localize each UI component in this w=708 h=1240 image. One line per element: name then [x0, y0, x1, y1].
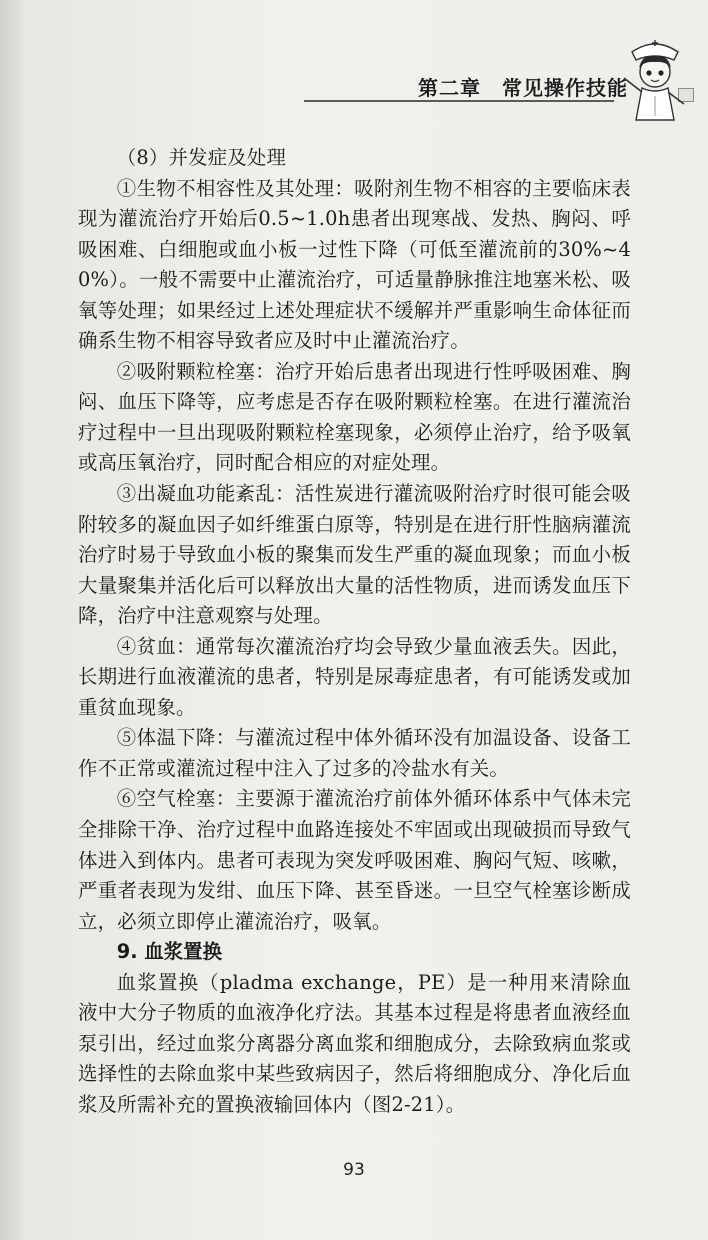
page-number: 93: [343, 1160, 365, 1180]
nurse-mascot-illustration: [612, 34, 698, 124]
paragraph-plasma-exchange: 血浆置换（pladma exchange，PE）是一种用来清除血液中大分子物质的血液净化疗法。其基本过程是将患者血液经血泵引出，经过血浆分离器分离血浆和细胞成分，去除致病血浆或选择性的去除血浆中某些致病因子，然后将细胞成分、净化后血浆及所需补充的置换液输回体内（图2-21）。: [78, 970, 631, 1116]
paragraph-temperature-drop: ⑤体温下降：与灌流过程中体外循环没有加温设备、设备工作不正常或灌流过程中注入了过多的冷盐水有关。: [78, 726, 631, 780]
subsection-heading: （8）并发症及处理: [116, 146, 287, 169]
chapter-title: 第二章 常见操作技能: [418, 76, 628, 100]
paragraph-bio-incompatibility: ①生物不相容性及其处理：吸附剂生物不相容的主要临床表现为灌流治疗开始后0.5~1.0h患者出现寒战、发热、胸闷、呼吸困难、白细胞或血小板一过性下降（可低至灌流前的30%~40%）。一般不需要中止灌流治疗，可适量静脉推注地塞米松、吸氧等处理；如果经过上述处理症状不缓解并严重影响生命体征而确系生物不相容导致者应及时中止灌流治疗。: [78, 176, 631, 353]
paragraph-anemia: ④贫血：通常每次灌流治疗均会导致少量血液丢失。因此，长期进行血液灌流的患者，特别是尿毒症患者，有可能诱发或加重贫血现象。: [78, 634, 631, 719]
header-rule: [304, 100, 614, 102]
paragraph-particle-embolism: ②吸附颗粒栓塞：治疗开始后患者出现进行性呼吸困难、胸闷、血压下降等，应考虑是否存在吸附颗粒栓塞。在进行灌流治疗过程中一旦出现吸附颗粒栓塞现象，必须停止治疗，给予吸氧或高压氧治疗，同时配合相应的对症处理。: [78, 359, 631, 475]
gutter-shadow: [0, 0, 26, 1240]
running-header: [300, 72, 628, 102]
paragraph-air-embolism: ⑥空气栓塞：主要源于灌流治疗前体外循环体系中气体未完全排除干净、治疗过程中血路连接处不牢固或出现破损而导致气体进入到体内。患者可表现为突发呼吸困难、胸闷气短、咳嗽，严重者表现为发绀、血压下降、甚至昏迷。一旦空气栓塞诊断成立，必须立即停止灌流治疗，吸氧。: [78, 787, 631, 933]
section-heading: 9. 血浆置换: [116, 940, 222, 964]
paragraph-coagulation-disorder: ③出凝血功能紊乱：活性炭进行灌流吸附治疗时很可能会吸附较多的凝血因子如纤维蛋白原等，特别是在进行肝性脑病灌流治疗时易于导致血小板的聚集而发生严重的凝血现象；而血小板大量聚集并活化后可以释放出大量的活性物质，进而诱发血压下降，治疗中注意观察与处理。: [78, 482, 631, 628]
page-body: [78, 143, 631, 1121]
